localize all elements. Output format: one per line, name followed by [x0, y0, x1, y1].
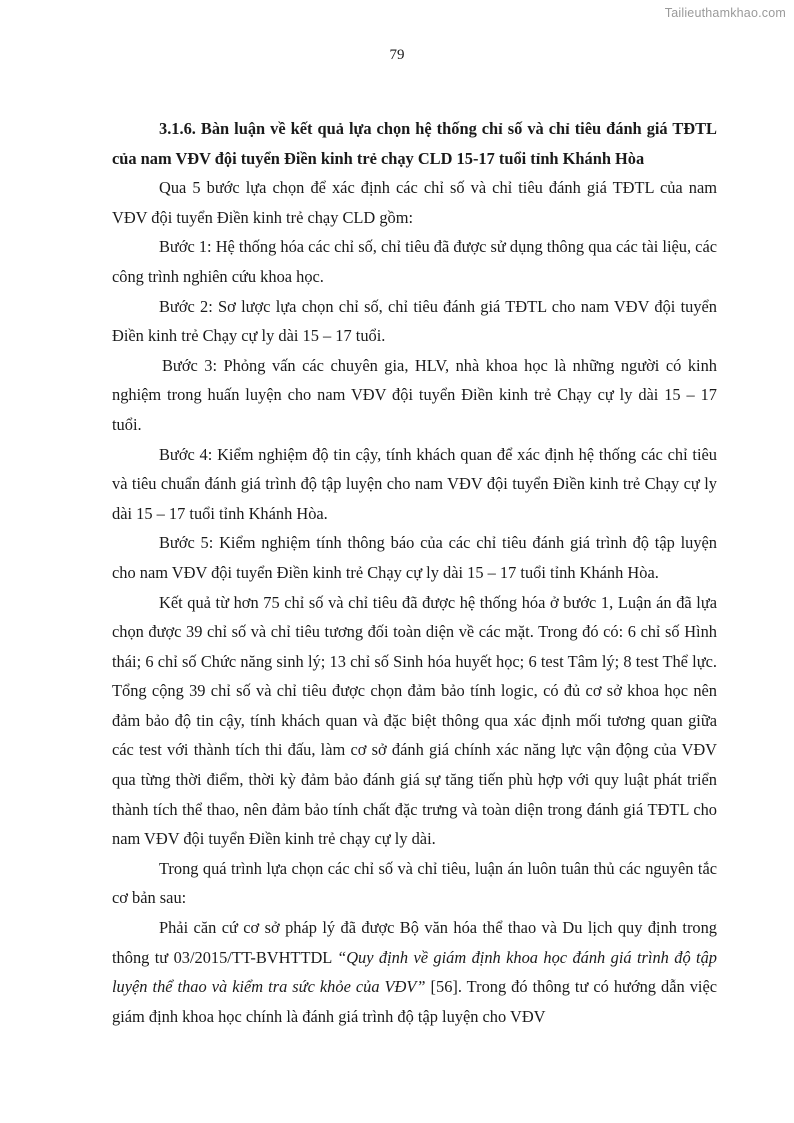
document-body — [112, 114, 717, 1031]
section-heading: 3.1.6. Bàn luận về kết quả lựa chọn hệ thống chỉ số và chỉ tiêu đánh giá TĐTL của nam VĐV đội tuyển Điền kinh trẻ chạy CLD 15-17 tuổi tỉnh Khánh Hòa — [112, 119, 717, 168]
page-number: 79 — [389, 47, 405, 63]
paragraph-step-3: Bước 3: Phỏng vấn các chuyên gia, HLV, nhà khoa học là những người có kinh nghiệm trong huấn luyện cho nam VĐV đội tuyển Điền kinh trẻ Chạy cự ly dài 15 – 17 tuổi. — [112, 355, 717, 434]
paragraph-step-2: Bước 2: Sơ lược lựa chọn chỉ số, chỉ tiêu đánh giá TĐTL cho nam VĐV đội tuyển Điền kinh trẻ Chạy cự ly dài 15 – 17 tuổi. — [112, 296, 717, 346]
paragraph-principles: Trong quá trình lựa chọn các chỉ số và chỉ tiêu, luận án luôn tuân thủ các nguyên tắc cơ bản sau: — [112, 858, 717, 908]
paragraph-results: Kết quả từ hơn 75 chỉ số và chỉ tiêu đã được hệ thống hóa ở bước 1, Luận án đã lựa chọn được 39 chỉ số và chỉ tiêu tương đối toàn diện về các mặt. Trong đó có: 6 chỉ số Hình thái; 6 chỉ số Chức năng sinh lý; 13 chỉ số Sinh hóa huyết học; 6 test Tâm lý; 8 test Thể lực. Tổng cộng 39 chỉ số và chỉ tiêu được chọn đảm bảo tính logic, có đủ cơ sở khoa học nên đảm bảo độ tin cậy, tính khách quan và đặc biệt thông qua xác định mối tương quan giữa các test với thành tích thi đấu, làm cơ sở đánh giá chính xác năng lực vận động của VĐV qua từng thời điểm, thời kỳ đảm bảo đánh giá sự tăng tiến phù hợp với quy luật phát triển thành tích thể thao, nên đảm bảo tính chất đặc trưng và toàn diện trong đánh giá TĐTL cho nam VĐV đội tuyển Điền kinh trẻ chạy cự ly dài. — [112, 592, 717, 849]
paragraph-legal-basis — [112, 913, 717, 1031]
regulation-title: “Quy định về giám định khoa học đánh giá trình độ tập luyện thể thao và kiểm tra sức khỏe của VĐV” — [112, 947, 717, 997]
paragraph-step-4: Bước 4: Kiểm nghiệm độ tin cậy, tính khách quan để xác định hệ thống các chỉ tiêu và tiêu chuẩn đánh giá trình độ tập luyện cho nam VĐV đội tuyển Điền kinh trẻ Chạy cự ly dài 15 – 17 tuổi tỉnh Khánh Hòa. — [112, 444, 717, 523]
paragraph-intro: Qua 5 bước lựa chọn để xác định các chỉ số và chỉ tiêu đánh giá TĐTL của nam VĐV đội tuyển Điền kinh trẻ chạy CLD gồm: — [112, 178, 717, 227]
watermark: Tailieuthamkhao.com — [664, 6, 786, 20]
legal-text-after: [56]. Trong đó thông tư có hướng dẫn việc giám định khoa học chính là đánh giá trình độ tập luyện cho VĐV — [112, 977, 717, 1026]
paragraph-step-5: Bước 5: Kiểm nghiệm tính thông báo của các chỉ tiêu đánh giá trình độ tập luyện cho nam VĐV đội tuyển Điền kinh trẻ Chạy cự ly dài 15 – 17 tuổi tỉnh Khánh Hòa. — [112, 533, 717, 582]
legal-text-before: Phải căn cứ cơ sở pháp lý đã được Bộ văn hóa thể thao và Du lịch quy định trong thông tư 03/2015/TT-BVHTTDL — [112, 918, 717, 967]
paragraph-step-1: Bước 1: Hệ thống hóa các chỉ số, chỉ tiêu đã được sử dụng thông qua các tài liệu, các công trình nghiên cứu khoa học. — [112, 237, 717, 286]
